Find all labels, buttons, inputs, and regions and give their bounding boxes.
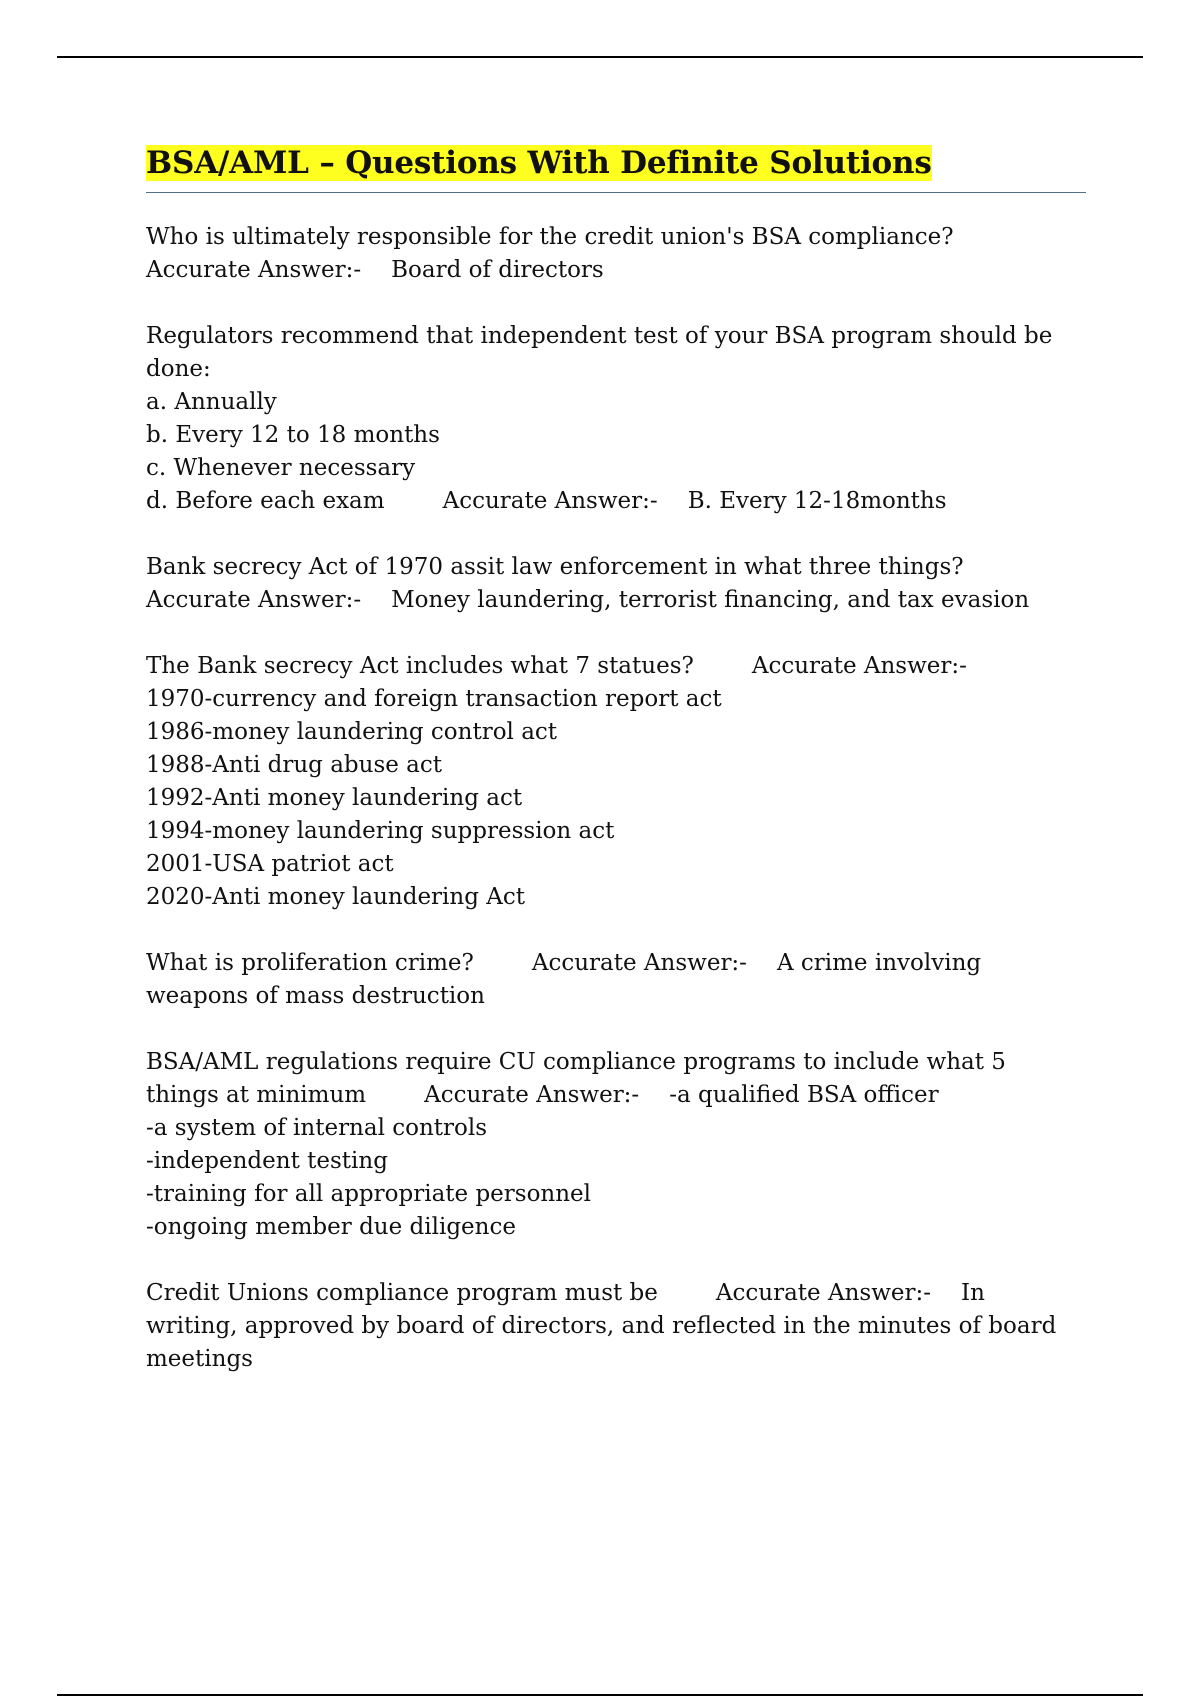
question-line [146, 947, 1086, 980]
option-a: a. Annually [146, 389, 277, 415]
question-text: Credit Unions compliance program must be [146, 1280, 658, 1306]
answer-text: In [961, 1280, 985, 1306]
answer-list-item: 1986-money laundering control act [146, 719, 558, 745]
question-line [146, 1277, 1086, 1310]
answer-text: -a qualified BSA officer [669, 1082, 939, 1108]
page-top-rule [57, 56, 1143, 58]
option-c: c. Whenever necessary [146, 455, 416, 481]
answer-list-item: -ongoing member due diligence [146, 1214, 516, 1240]
page-bottom-rule [57, 1694, 1143, 1696]
answer-list-item: -a system of internal controls [146, 1115, 488, 1141]
qa-item-3 [146, 551, 1086, 617]
question-text: What is proliferation crime? [146, 950, 474, 976]
answer-line [146, 254, 1086, 287]
qa-list [146, 221, 1086, 1376]
answer-line [146, 485, 1086, 518]
answer-list-item: 1970-currency and foreign transaction report act [146, 686, 722, 712]
qa-item-6 [146, 1046, 1086, 1244]
answer-list-item: 1988-Anti drug abuse act [146, 752, 443, 778]
question-text: Bank secrecy Act of 1970 assit law enforcement in what three things? [146, 554, 964, 580]
answer-text: Board of directors [391, 257, 604, 283]
answer-list-item: 1994-money laundering suppression act [146, 818, 615, 844]
qa-item-2 [146, 320, 1086, 518]
document-body [146, 142, 1086, 1409]
qa-item-1 [146, 221, 1086, 287]
answer-label: Accurate Answer:- [424, 1082, 640, 1108]
answer-list-item: -independent testing [146, 1148, 388, 1174]
answer-text-continued: weapons of mass destruction [146, 983, 485, 1009]
answer-text-continued: writing, approved by board of directors, and reflected in the minutes of board [146, 1313, 1057, 1339]
answer-label: Accurate Answer:- [751, 653, 967, 679]
question-text-continued: things at minimum [146, 1082, 367, 1108]
qa-item-4 [146, 650, 1086, 914]
answer-label: Accurate Answer:- [531, 950, 747, 976]
question-line [146, 650, 1086, 683]
question-text: Regulators recommend that independent test of your BSA program should be [146, 323, 1053, 349]
option-d: d. Before each exam [146, 488, 385, 514]
answer-label: Accurate Answer:- [442, 488, 658, 514]
answer-list-item: -training for all appropriate personnel [146, 1181, 592, 1207]
question-text: BSA/AML regulations require CU compliance programs to include what 5 [146, 1049, 1006, 1075]
document-title: BSA/AML – Questions With Definite Solutions [146, 145, 932, 181]
answer-text: B. Every 12-18months [687, 488, 947, 514]
answer-label: Accurate Answer:- [715, 1280, 932, 1306]
answer-list-item: 1992-Anti money laundering act [146, 785, 523, 811]
question-text: The Bank secrecy Act includes what 7 statues? [146, 653, 694, 679]
question-text-continued: done: [146, 356, 211, 382]
answer-text-continued: meetings [146, 1346, 253, 1372]
answer-list-item: 2020-Anti money laundering Act [146, 884, 525, 910]
answer-label: Accurate Answer:- [146, 587, 362, 613]
title-block [146, 142, 1086, 193]
qa-item-7 [146, 1277, 1086, 1376]
answer-list-item: 2001-USA patriot act [146, 851, 394, 877]
question-text: Who is ultimately responsible for the credit union's BSA compliance? [146, 224, 954, 250]
answer-label: Accurate Answer:- [146, 257, 362, 283]
answer-line [146, 584, 1086, 617]
answer-text: Money laundering, terrorist financing, and tax evasion [391, 587, 1030, 613]
answer-text: A crime involving [776, 950, 982, 976]
option-b: b. Every 12 to 18 months [146, 422, 440, 448]
qa-item-5 [146, 947, 1086, 1013]
question-line [146, 1079, 1086, 1112]
